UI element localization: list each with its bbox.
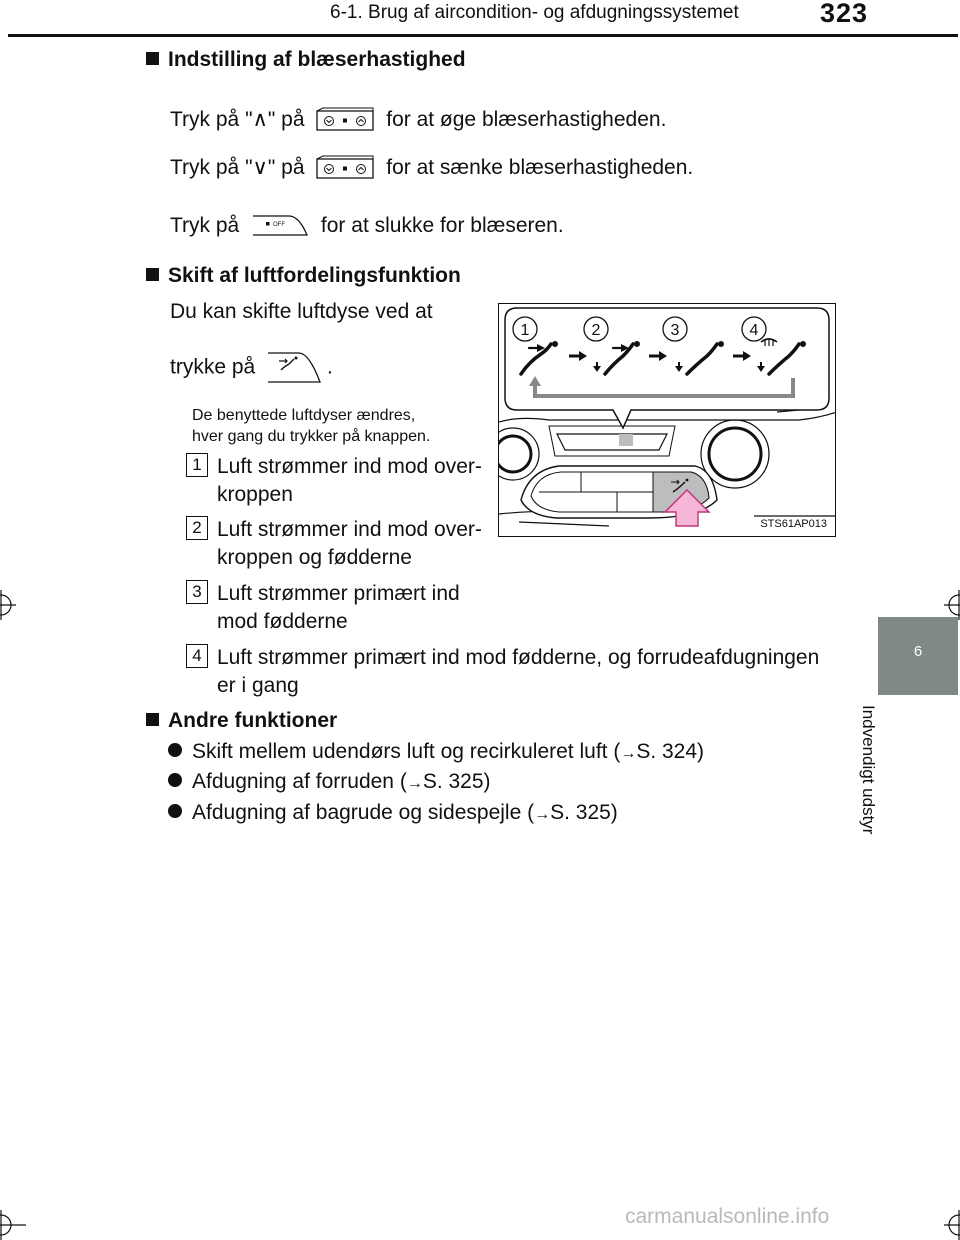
air-distribution-intro-2: trykke på . [170, 350, 333, 386]
air-mode-button-icon [265, 350, 323, 386]
chapter-number: 6 [913, 643, 923, 660]
fan-up-instruction: Tryk på "∧" på for at øge blæserhastigheden. [170, 106, 666, 134]
crop-mark-icon [0, 590, 16, 620]
bullet-dot-icon [168, 804, 182, 818]
item-number-badge: 2 [186, 516, 208, 540]
square-bullet-icon [146, 268, 159, 281]
square-bullet-icon [146, 713, 159, 726]
page-number: 323 [820, 0, 869, 28]
control-panel-illustration [499, 304, 836, 537]
reference-arrow-icon: → [406, 775, 423, 792]
callout-number: 3 [670, 322, 680, 339]
crop-mark-icon [934, 1200, 960, 1240]
list-item: Luft strømmer ind mod over- kroppen og fødderne [217, 518, 482, 569]
page-reference-link[interactable]: S. 325) [550, 801, 618, 824]
page-reference-link[interactable]: S. 324) [636, 740, 705, 763]
chapter-label [859, 705, 909, 855]
list-item: Luft strømmer ind mod over- kroppen [217, 455, 482, 506]
callout-number: 1 [520, 322, 530, 339]
fan-speed-button-icon [314, 107, 376, 133]
list-item: Skift mellem udendørs luft og recirkuleret luft (→S. 324) [168, 738, 704, 768]
air-distribution-note: De benyttede luftdyser ændres, hver gang du trykker på knappen. [192, 407, 431, 445]
callout-number: 2 [591, 322, 601, 339]
air-distribution-intro: Du kan skifte luftdyse ved at [170, 300, 433, 323]
crop-mark-icon [944, 590, 960, 620]
fan-off-button-icon [249, 212, 311, 240]
item-number-badge: 3 [186, 580, 208, 604]
list-item: Afdugning af bagrude og sidespejle (→S. 325) [168, 799, 618, 829]
heading-air-distribution: Skift af luftfordelingsfunktion [146, 264, 461, 288]
section-title: 6-1. Brug af aircondition- og afdugningssystemet [330, 2, 739, 23]
fan-speed-button-icon [314, 155, 376, 181]
figure-code: STS61AP013 [760, 518, 827, 530]
list-item: Afdugning af forruden (→S. 325) [168, 768, 491, 798]
page-reference-link[interactable]: S. 325) [422, 770, 491, 793]
air-distribution-figure [498, 303, 836, 537]
fan-down-instruction: Tryk på "∨" på for at sænke blæserhastigheden. [170, 154, 693, 182]
chapter-label-text: Indvendigt udstyr [859, 705, 878, 835]
header-rule [8, 34, 958, 37]
crop-mark-icon [0, 1200, 26, 1240]
list-item: Luft strømmer primært ind mod fødderne, og forrudeafdugningen er i gang [217, 646, 820, 697]
heading-fan-speed: Indstilling af blæserhastighed [146, 48, 466, 72]
chapter-tab[interactable] [878, 617, 958, 695]
reference-arrow-icon: → [620, 745, 637, 762]
svg-text:OFF: OFF [273, 222, 286, 229]
reference-arrow-icon: → [534, 806, 551, 823]
footer-link[interactable]: carmanualsonline.info [625, 1205, 830, 1228]
square-bullet-icon [146, 52, 159, 65]
item-number-badge: 1 [186, 453, 208, 477]
bullet-dot-icon [168, 773, 182, 787]
fan-off-instruction: Tryk på OFF for at slukke for blæseren. [170, 212, 564, 240]
bullet-dot-icon [168, 743, 182, 757]
callout-number: 4 [749, 322, 759, 339]
heading-other-functions: Andre funktioner [146, 709, 337, 733]
item-number-badge: 4 [186, 644, 208, 668]
list-item: Luft strømmer primært ind mod fødderne [217, 582, 460, 633]
